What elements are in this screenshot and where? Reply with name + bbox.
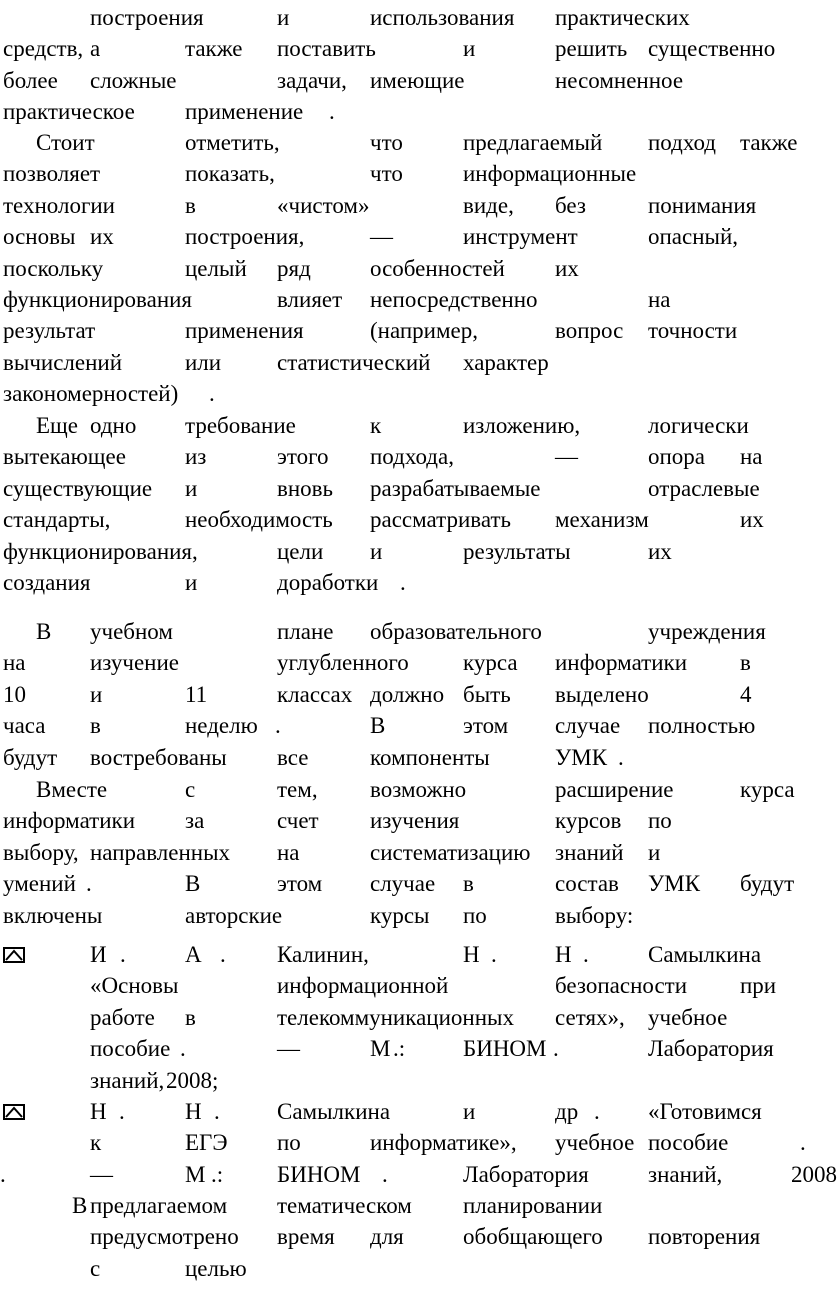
paragraph-word: знаний,	[648, 1162, 723, 1187]
paragraph-word: имеющие	[370, 68, 465, 93]
paragraph-word: классах	[277, 682, 353, 707]
paragraph-word: .	[86, 871, 92, 896]
paragraph-word: учебное	[648, 1005, 728, 1030]
paragraph-word: требование	[185, 413, 296, 438]
paragraph-word: в	[185, 1005, 196, 1030]
paragraph-word: Самылкина	[648, 942, 762, 967]
paragraph-word: систематизацию	[370, 840, 531, 865]
paragraph-word: курсов	[555, 808, 622, 833]
list-bullet-icon	[3, 1104, 25, 1120]
paragraph-word: выделено	[555, 682, 649, 707]
paragraph-word: Лаборатория	[648, 1036, 774, 1061]
paragraph-word: В	[36, 619, 52, 644]
paragraph-word: выбору,	[3, 840, 79, 865]
paragraph-word: их	[740, 507, 764, 532]
paragraph-word: .	[220, 942, 226, 967]
paragraph-word: в	[740, 650, 751, 675]
paragraph-word: на	[3, 650, 26, 675]
paragraph-word: обобщающего	[463, 1224, 603, 1249]
paragraph-word: по	[277, 1130, 301, 1155]
paragraph-word: «чистом»	[277, 193, 370, 218]
paragraph-word: и	[185, 476, 198, 501]
paragraph-word: Вместе	[36, 777, 108, 802]
paragraph-word: быть	[463, 682, 511, 707]
paragraph-word: построения,	[185, 224, 305, 249]
paragraph-word: образовательного	[370, 619, 542, 644]
paragraph-word: (например,	[370, 318, 479, 343]
paragraph-word: 2008;	[166, 1068, 219, 1093]
paragraph-word: предлагаемый	[463, 130, 603, 155]
paragraph-word: функционирования	[3, 287, 193, 312]
paragraph-word: средств,	[3, 36, 84, 61]
paragraph-word: результат	[3, 318, 96, 343]
paragraph-word: —	[370, 224, 393, 249]
paragraph-word: информатике»,	[370, 1130, 517, 1155]
paragraph-word: .	[800, 1130, 806, 1155]
paragraph-word: .	[329, 99, 335, 124]
paragraph-word: за	[185, 808, 205, 833]
paragraph-word: предусмотрено	[90, 1224, 239, 1249]
paragraph-word: применение	[185, 99, 304, 124]
paragraph-word: также	[740, 130, 798, 155]
paragraph-word: особенностей	[370, 256, 505, 281]
paragraph-word: и	[648, 840, 661, 865]
paragraph-word: .:	[211, 1162, 224, 1187]
paragraph-word: практических	[555, 5, 690, 30]
paragraph-word: .	[553, 1036, 559, 1061]
paragraph-word: цели	[277, 539, 324, 564]
paragraph-word: знаний,	[90, 1068, 165, 1093]
paragraph-word: на	[648, 287, 671, 312]
paragraph-word: УМК	[555, 745, 608, 770]
paragraph-word: М	[185, 1162, 206, 1187]
paragraph-word: влияет	[277, 287, 343, 312]
paragraph-word: «Готовимся	[648, 1099, 762, 1124]
paragraph-word: в	[463, 871, 474, 896]
paragraph-word: подхода,	[370, 444, 454, 469]
paragraph-word: и	[90, 682, 103, 707]
paragraph-word: телекоммуникационных	[277, 1005, 514, 1030]
paragraph-word: опасный,	[648, 224, 739, 249]
paragraph-word: полностью	[648, 713, 756, 738]
paragraph-word: все	[277, 745, 309, 770]
paragraph-word: БИНОМ	[277, 1162, 361, 1187]
paragraph-word: изучения	[370, 808, 460, 833]
paragraph-word: умений	[3, 871, 76, 896]
paragraph-word: .	[275, 713, 281, 738]
paragraph-word: УМК	[648, 871, 701, 896]
paragraph-word: тем,	[277, 777, 318, 802]
paragraph-word: практическое	[3, 99, 135, 124]
paragraph-word: поскольку	[3, 256, 104, 281]
paragraph-word: также	[185, 36, 243, 61]
paragraph-word: изложению,	[463, 413, 581, 438]
paragraph-word: .	[209, 381, 215, 406]
paragraph-word: В	[72, 1193, 88, 1218]
paragraph-word: Н	[90, 1099, 107, 1124]
paragraph-word: непосредственно	[370, 287, 538, 312]
paragraph-word: случае	[555, 713, 621, 738]
paragraph-word: знаний	[555, 840, 624, 865]
paragraph-word: этом	[463, 713, 509, 738]
paragraph-word: с	[185, 777, 196, 802]
paragraph-word: сетях»,	[555, 1005, 625, 1030]
paragraph-word: результаты	[463, 539, 571, 564]
paragraph-word: необходимость	[185, 507, 333, 532]
paragraph-word: выбору:	[555, 903, 634, 928]
paragraph-word: характер	[463, 350, 549, 375]
paragraph-word: а	[90, 36, 101, 61]
paragraph-word: ЕГЭ	[185, 1130, 228, 1155]
paragraph-word: изучение	[90, 650, 180, 675]
paragraph-word: рассматривать	[370, 507, 511, 532]
paragraph-word: .	[120, 942, 126, 967]
paragraph-word: к	[90, 1130, 102, 1155]
paragraph-word: Стоит	[36, 130, 95, 155]
paragraph-word: направленных	[90, 840, 231, 865]
paragraph-word: 10	[3, 682, 26, 707]
paragraph-word: или	[185, 350, 222, 375]
paragraph-word: планировании	[463, 1193, 603, 1218]
paragraph-word: их	[555, 256, 579, 281]
paragraph-word: основы	[3, 224, 76, 249]
paragraph-word: для	[370, 1224, 404, 1249]
paragraph-word: БИНОМ	[463, 1036, 547, 1061]
paragraph-word: .	[400, 570, 406, 595]
paragraph-word: сложные	[90, 68, 177, 93]
paragraph-word: «Основы	[90, 973, 179, 998]
paragraph-word: из	[185, 444, 207, 469]
paragraph-word: др	[555, 1099, 579, 1124]
paragraph-word: и	[185, 570, 198, 595]
paragraph-word: применения	[185, 318, 304, 343]
paragraph-word: вычислений	[3, 350, 123, 375]
paragraph-word: логически	[648, 413, 749, 438]
paragraph-word: использования	[370, 5, 515, 30]
paragraph-word: —	[90, 1162, 113, 1187]
paragraph-word: пособие	[90, 1036, 171, 1061]
paragraph-word: 2008	[791, 1162, 837, 1187]
paragraph-word: и	[463, 1099, 476, 1124]
paragraph-word: углубленного	[277, 650, 409, 675]
paragraph-word: М	[370, 1036, 391, 1061]
paragraph-word: .	[618, 745, 624, 770]
paragraph-word: в	[185, 193, 196, 218]
paragraph-word: по	[648, 808, 672, 833]
paragraph-word: механизм	[555, 507, 649, 532]
paragraph-word: Н	[555, 942, 572, 967]
paragraph-word: тематическом	[277, 1193, 412, 1218]
paragraph-word: В	[185, 871, 201, 896]
paragraph-word: .	[382, 1162, 388, 1187]
paragraph-word: построения	[90, 5, 204, 30]
paragraph-word: —	[555, 444, 578, 469]
paragraph-word: закономерностей)	[3, 381, 179, 406]
paragraph-word: Калинин,	[277, 942, 369, 967]
paragraph-word: случае	[370, 871, 436, 896]
paragraph-word: вытекающее	[3, 444, 126, 469]
paragraph-word: стандарты,	[3, 507, 111, 532]
paragraph-word: информационной	[277, 973, 449, 998]
paragraph-word: отметить,	[185, 130, 280, 155]
paragraph-word: более	[3, 68, 58, 93]
paragraph-word: —	[277, 1036, 300, 1061]
paragraph-word: функционирования,	[3, 539, 198, 564]
paragraph-word: и	[463, 36, 476, 61]
paragraph-word: существующие	[3, 476, 153, 501]
paragraph-word: А	[185, 942, 202, 967]
paragraph-word: И	[90, 942, 107, 967]
paragraph-word: что	[370, 161, 403, 186]
paragraph-word: учебное	[555, 1130, 635, 1155]
paragraph-word: курса	[463, 650, 518, 675]
paragraph-word: вновь	[277, 476, 334, 501]
paragraph-word: часа	[3, 713, 46, 738]
list-bullet-icon	[3, 947, 25, 963]
paragraph-word: подход	[648, 130, 717, 155]
paragraph-word: создания	[3, 570, 91, 595]
paragraph-word: будут	[3, 745, 58, 770]
paragraph-word: одно	[90, 413, 137, 438]
paragraph-word: учебном	[90, 619, 173, 644]
paragraph-word: Еще	[36, 413, 78, 438]
paragraph-word: .	[583, 942, 589, 967]
paragraph-word: .	[491, 942, 497, 967]
paragraph-word: востребованы	[90, 745, 227, 770]
paragraph-word: неделю	[185, 713, 258, 738]
paragraph-word: опора	[648, 444, 706, 469]
paragraph-word: по	[463, 903, 487, 928]
paragraph-word: включены	[3, 903, 103, 928]
paragraph-word: информатики	[555, 650, 688, 675]
paragraph-word: задачи,	[277, 68, 347, 93]
paragraph-word: В	[370, 713, 386, 738]
paragraph-word: возможно	[370, 777, 467, 802]
paragraph-word: Н	[463, 942, 480, 967]
paragraph-word: курса	[740, 777, 795, 802]
paragraph-word: этом	[277, 871, 323, 896]
paragraph-word: .:	[393, 1036, 406, 1061]
paragraph-word: целый	[185, 256, 247, 281]
paragraph-word: должно	[370, 682, 445, 707]
paragraph-word: при	[740, 973, 777, 998]
paragraph-word: состав	[555, 871, 619, 896]
paragraph-word: доработки	[277, 570, 379, 595]
paragraph-word: плане	[277, 619, 334, 644]
paragraph-word: безопасности	[555, 973, 688, 998]
paragraph-word: и	[277, 5, 290, 30]
paragraph-word: их	[90, 224, 114, 249]
paragraph-word: расширение	[555, 777, 674, 802]
paragraph-word: существенно	[648, 36, 776, 61]
paragraph-word: статистический	[277, 350, 431, 375]
paragraph-word: время	[277, 1224, 335, 1249]
paragraph-word: Н	[185, 1099, 202, 1124]
paragraph-word: вопрос	[555, 318, 624, 343]
paragraph-word: предлагаемом	[90, 1193, 228, 1218]
paragraph-word: на	[740, 444, 763, 469]
paragraph-word: несомненное	[555, 68, 684, 93]
paragraph-word: повторения	[648, 1224, 761, 1249]
paragraph-word: точности	[648, 318, 738, 343]
paragraph-word: технологии	[3, 193, 115, 218]
paragraph-word: учреждения	[648, 619, 766, 644]
paragraph-word: работе	[90, 1005, 155, 1030]
paragraph-word: целью	[185, 1256, 247, 1281]
paragraph-word: .	[594, 1099, 600, 1124]
paragraph-word: на	[277, 840, 300, 865]
paragraph-word: без	[555, 193, 586, 218]
paragraph-word: к	[370, 413, 382, 438]
paragraph-word: и	[370, 539, 383, 564]
paragraph-word: 11	[185, 682, 208, 707]
paragraph-word: поставить	[277, 36, 376, 61]
paragraph-word: информационные	[463, 161, 637, 186]
paragraph-word: пособие	[648, 1130, 729, 1155]
paragraph-word: виде,	[463, 193, 514, 218]
paragraph-word: курсы	[370, 903, 430, 928]
paragraph-word: .	[180, 1036, 186, 1061]
paragraph-word: их	[648, 539, 672, 564]
paragraph-word: будут	[740, 871, 795, 896]
paragraph-word: этого	[277, 444, 329, 469]
paragraph-word: Самылкина	[277, 1099, 391, 1124]
paragraph-word: понимания	[648, 193, 757, 218]
paragraph-word: инструмент	[463, 224, 578, 249]
paragraph-word: с	[90, 1256, 101, 1281]
paragraph-word: показать,	[185, 161, 275, 186]
paragraph-word: в	[90, 713, 101, 738]
paragraph-word: информатики	[3, 808, 136, 833]
paragraph-word: .	[119, 1099, 125, 1124]
paragraph-word: разрабатываемые	[370, 476, 541, 501]
paragraph-word: отраслевые	[648, 476, 760, 501]
paragraph-word: авторские	[185, 903, 283, 928]
paragraph-word: компоненты	[370, 745, 490, 770]
paragraph-word: Лаборатория	[463, 1162, 589, 1187]
paragraph-word: счет	[277, 808, 319, 833]
paragraph-word: позволяет	[3, 161, 101, 186]
paragraph-word: что	[370, 130, 403, 155]
paragraph-word: .	[0, 1162, 6, 1187]
paragraph-word: 4	[740, 682, 752, 707]
paragraph-word: ряд	[277, 256, 311, 281]
paragraph-word: .	[214, 1099, 220, 1124]
paragraph-word: решить	[555, 36, 628, 61]
